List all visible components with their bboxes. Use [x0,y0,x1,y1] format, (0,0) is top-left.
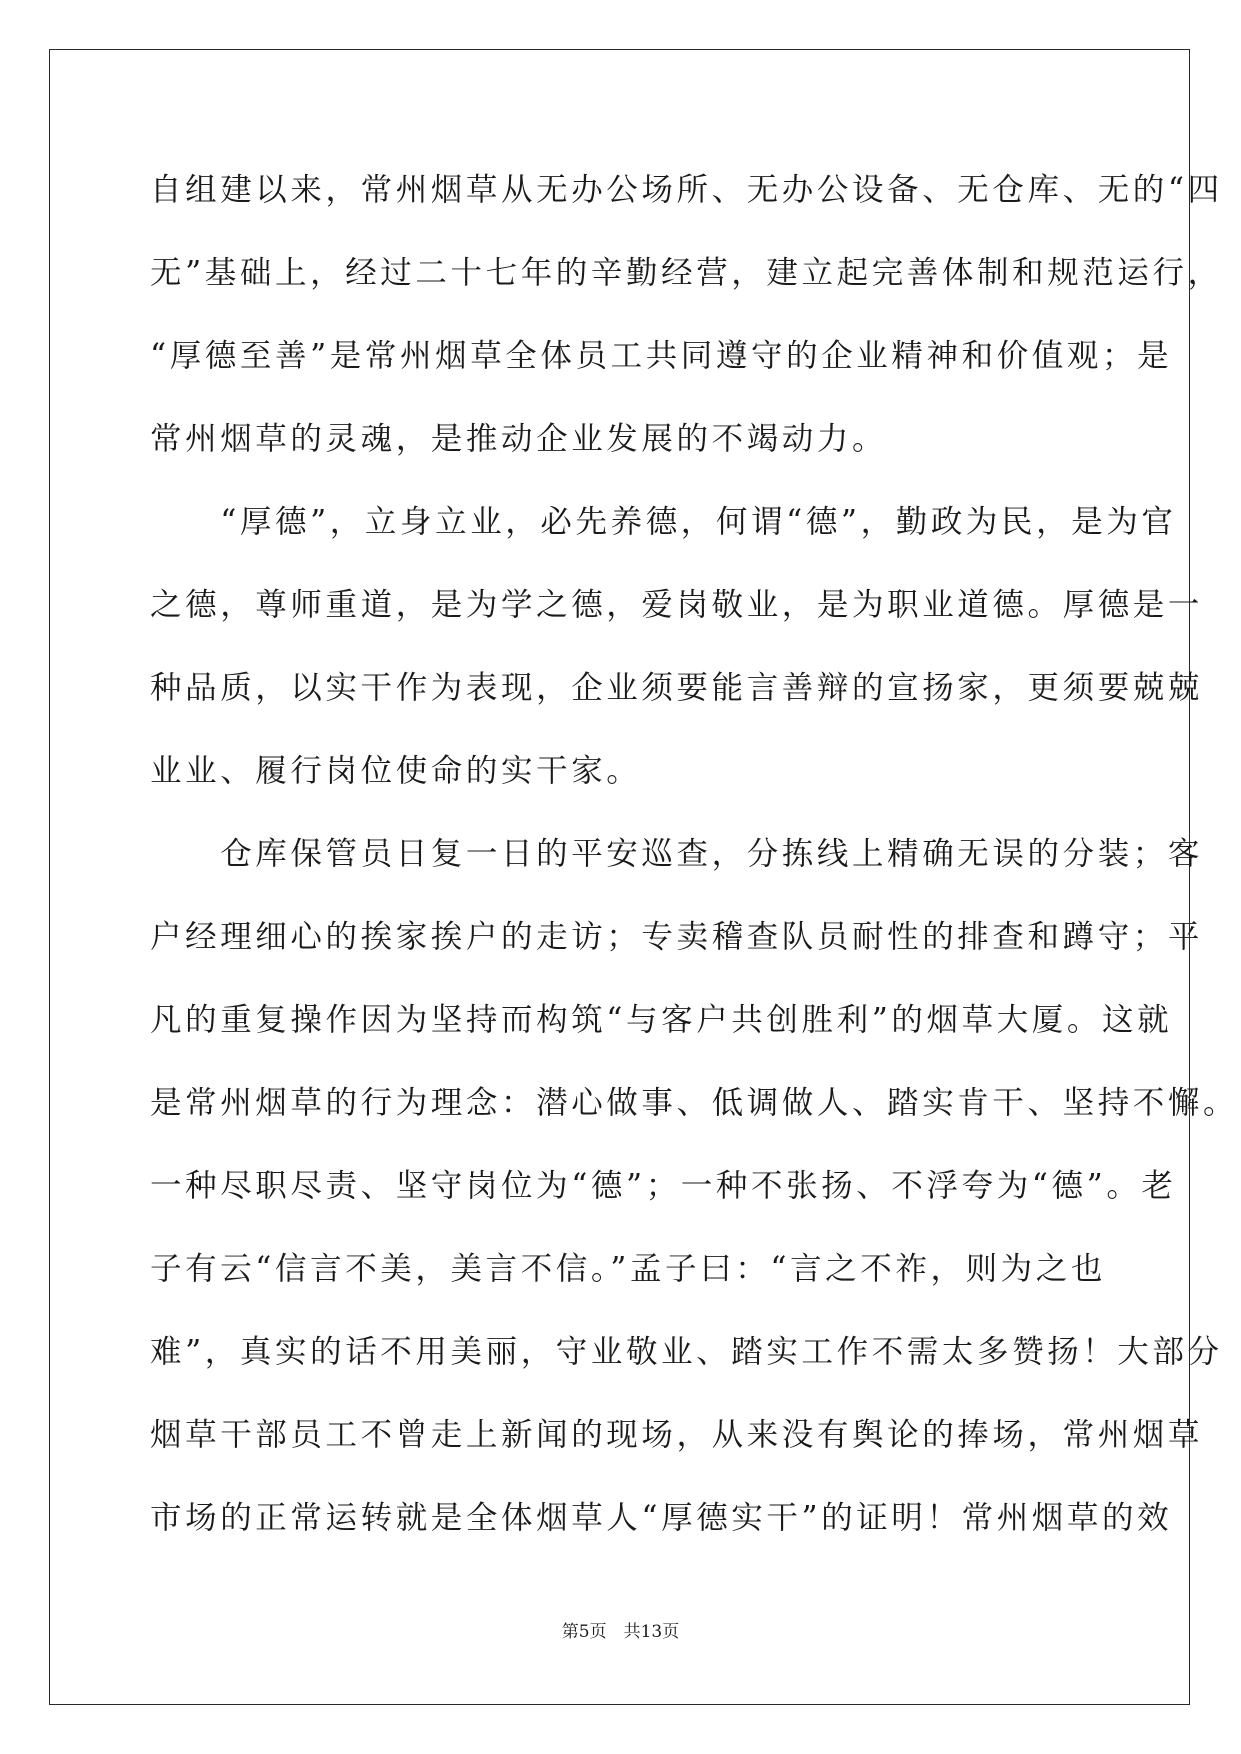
text-line: 市场的正常运转就是全体烟草人“厚德实干”的证明！常州烟草的效 [150,1500,1173,1536]
text-line: 一种尽职尽责、坚守岗位为“德”；一种不张扬、不浮夸为“德”。老 [150,1168,1177,1204]
text-line: 子有云“信言不美，美言不信。”孟子曰：“言之不祚，则为之也 [150,1251,1106,1287]
text-line: 业业、履行岗位使命的实干家。 [150,753,642,789]
text-line: 常州烟草的灵魂，是推动企业发展的不竭动力。 [150,421,888,457]
text-line: 难”，真实的话不用美丽，守业敬业、踏实工作不需太多赞扬！大部分 [150,1334,1223,1370]
text-line: 自组建以来，常州烟草从无办公场所、无办公设备、无仓库、无的“四 [150,172,1223,208]
text-line: 户经理细心的挨家挨户的走访；专卖稽查队员耐性的排查和蹲守；平 [150,919,1204,955]
text-line: 仓库保管员日复一日的平安巡查，分拣线上精确无误的分装；客 [150,836,1204,872]
page-number: 第5页 共13页 [561,1622,680,1642]
text-line: 之德，尊师重道，是为学之德，爱岗敬业，是为职业道德。厚德是一 [150,587,1204,623]
text-line: 是常州烟草的行为理念：潜心做事、低调做人、踏实肯干、坚持不懈。 [150,1085,1239,1121]
text-line: “厚德至善”是常州烟草全体员工共同遵守的企业精神和价值观；是 [150,338,1173,374]
text-line: 无”基础上，经过二十七年的辛勤经营，建立起完善体制和规范运行， [150,255,1223,291]
text-line: “厚德”，立身立业，必先养德，何谓“德”，勤政为民，是为官 [150,504,1177,540]
text-line: 烟草干部员工不曾走上新闻的现场，从来没有舆论的捧场，常州烟草 [150,1417,1204,1453]
document-body [150,165,1239,1576]
text-line: 种品质，以实干作为表现，企业须要能言善辩的宣扬家，更须要兢兢 [150,670,1204,706]
text-line: 凡的重复操作因为坚持而构筑“与客户共创胜利”的烟草大厦。这就 [150,1002,1173,1038]
